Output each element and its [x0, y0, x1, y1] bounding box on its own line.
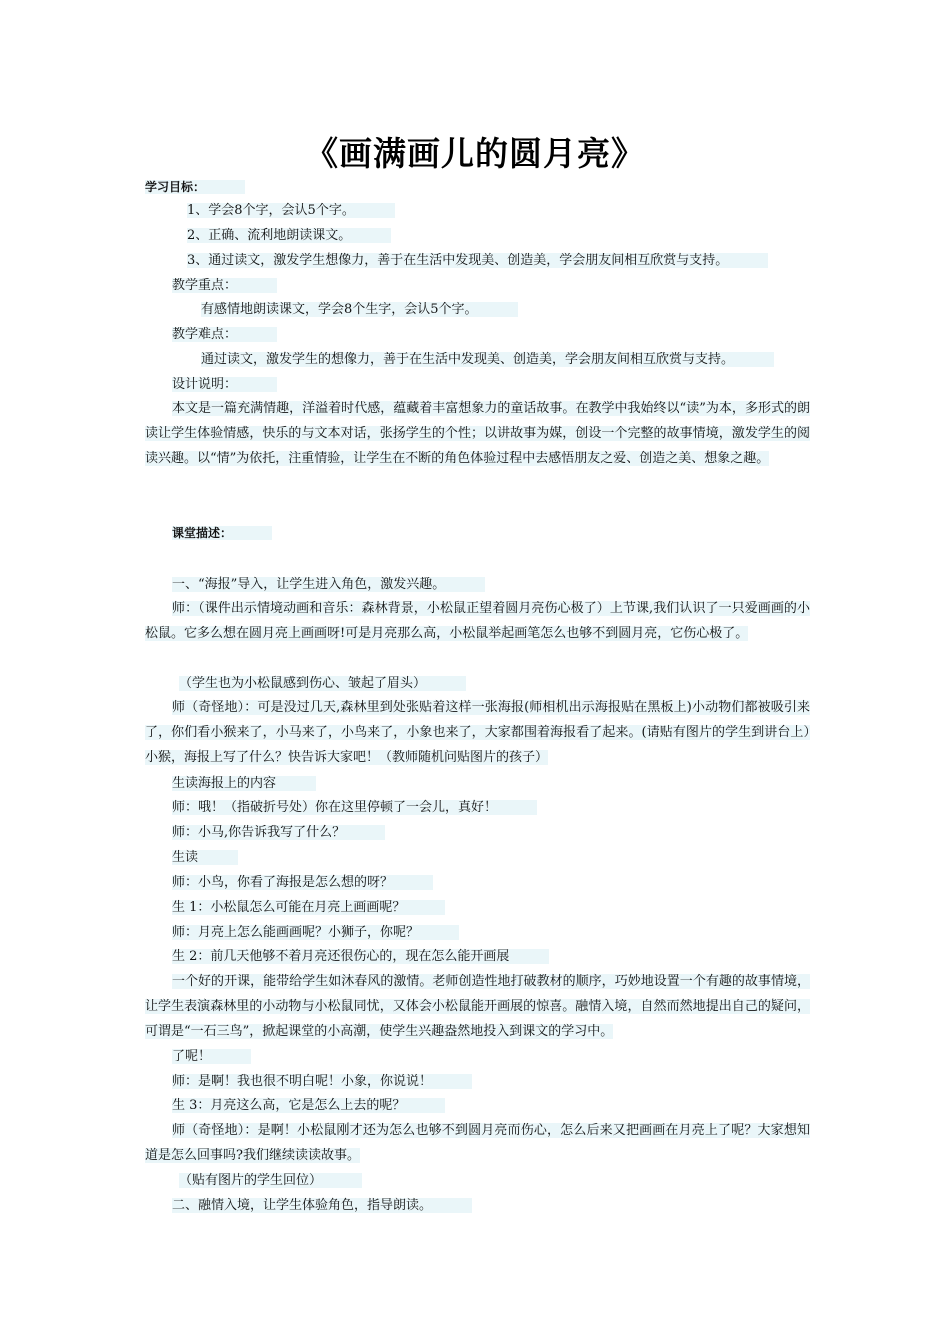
page-title: 《画满画儿的圆月亮》	[305, 134, 645, 173]
focus-text: 有感情地朗读课文，学会8个生字，会认5个字。	[201, 302, 518, 317]
dialogue-line: 师：小鸟，你看了海报是怎么想的呀？	[172, 875, 433, 890]
dialogue-line: 师：是啊！我也很不明白呢！小象，你说说！	[172, 1074, 472, 1089]
dialogue-line: 生读海报上的内容	[172, 776, 316, 791]
dialogue-line: 生 1：小松鼠怎么可能在月亮上画画呢？	[172, 900, 445, 915]
teacher-paragraph: 师（奇怪地）：可是没过几天,森林里到处张贴着这样一张海报(师相机出示海报贴在黑板上)小动物们都被吸引来了，你们看小猴来了，小马来了，小鸟来了，小象也来了，大家都围着海报看了起来。(请贴有图片的学生到讲台上）小猴，海报上写了什么？快告诉大家吧！（教师随机问贴图片的孩子）	[145, 700, 810, 765]
goal-item: 1、学会8个字，会认5个字。	[187, 203, 395, 218]
dialogue-line: 生读	[172, 850, 238, 865]
dialogue-line: 师：小马,你告诉我写了什么？	[172, 825, 385, 840]
teacher-paragraph: 师（奇怪地）：是啊！小松鼠刚才还为怎么也够不到圆月亮而伤心，怎么后来又把画画在月亮上了呢？大家想知道是怎么回事吗?我们继续读读故事。	[145, 1123, 810, 1163]
dialogue-line: 师：哦！（指破折号处）你在这里停顿了一会儿，真好！	[172, 800, 537, 815]
difficulty-text: 通过读文，激发学生的想像力，善于在生活中发现美、创造美，学会朋友间相互欣赏与支持。	[201, 352, 774, 367]
dialogue-line: （学生也为小松鼠感到伤心、皱起了眉头）	[179, 676, 466, 691]
dialogue-line: 生 3：月亮这么高，它是怎么上去的呢？	[172, 1098, 445, 1113]
dialogue-line: （贴有图片的学生回位）	[179, 1173, 362, 1188]
goal-item: 3、通过读文，激发学生想像力，善于在生活中发现美、创造美，学会朋友间相互欣赏与支持。	[187, 253, 768, 268]
difficulty-heading: 教学难点：	[172, 327, 277, 342]
design-paragraph: 本文是一篇充满情趣，洋溢着时代感，蕴藏着丰富想象力的童话故事。在教学中我始终以“读”为本，多形式的朗读让学生体验情感，快乐的与文本对话，张扬学生的个性；以讲故事为媒，创设一个完整的故事情境，激发学生的阅读兴趣。以“情”为依托，注重情验，让学生在不断的角色体验过程中去感悟朋友之爱、创造之美、想象之趣。	[145, 401, 810, 466]
goal-item: 2、正确、流利地朗读课文。	[187, 228, 391, 243]
teacher-paragraph: 师：（课件出示情境动画和音乐：森林背景，小松鼠正望着圆月亮伤心极了）上节课,我们认识了一只爱画画的小松鼠。它多么想在圆月亮上画画呀!可是月亮那么高，小松鼠举起画笔怎么也够不到圆月亮，它伤心极了。	[145, 601, 810, 641]
dialogue-line: 了呢！	[172, 1049, 251, 1064]
commentary-paragraph: 一个好的开课，能带给学生如沐春风的激情。老师创造性地打破教材的顺序，巧妙地设置一个有趣的故事情境，让学生表演森林里的小动物与小松鼠同忧，又体会小松鼠能开画展的惊喜。融情入境，自然而然地提出自己的疑问，可谓是“一石三鸟”，掀起课堂的小高潮，使学生兴趣盎然地投入到课文的学习中。	[145, 974, 810, 1039]
focus-heading: 教学重点：	[172, 278, 277, 293]
design-heading: 设计说明：	[172, 377, 277, 392]
classroom-heading: 课堂描述：	[172, 526, 272, 540]
section-heading: 二、融情入境，让学生体验角色，指导朗读。	[172, 1198, 472, 1213]
goals-heading: 学习目标：	[145, 180, 245, 194]
section-heading: 一、“海报”导入，让学生进入角色，激发兴趣。	[172, 577, 485, 592]
dialogue-line: 师：月亮上怎么能画画呢？小狮子，你呢？	[172, 925, 459, 940]
dialogue-line: 生 2：前几天他够不着月亮还很伤心的，现在怎么能开画展	[172, 949, 549, 964]
